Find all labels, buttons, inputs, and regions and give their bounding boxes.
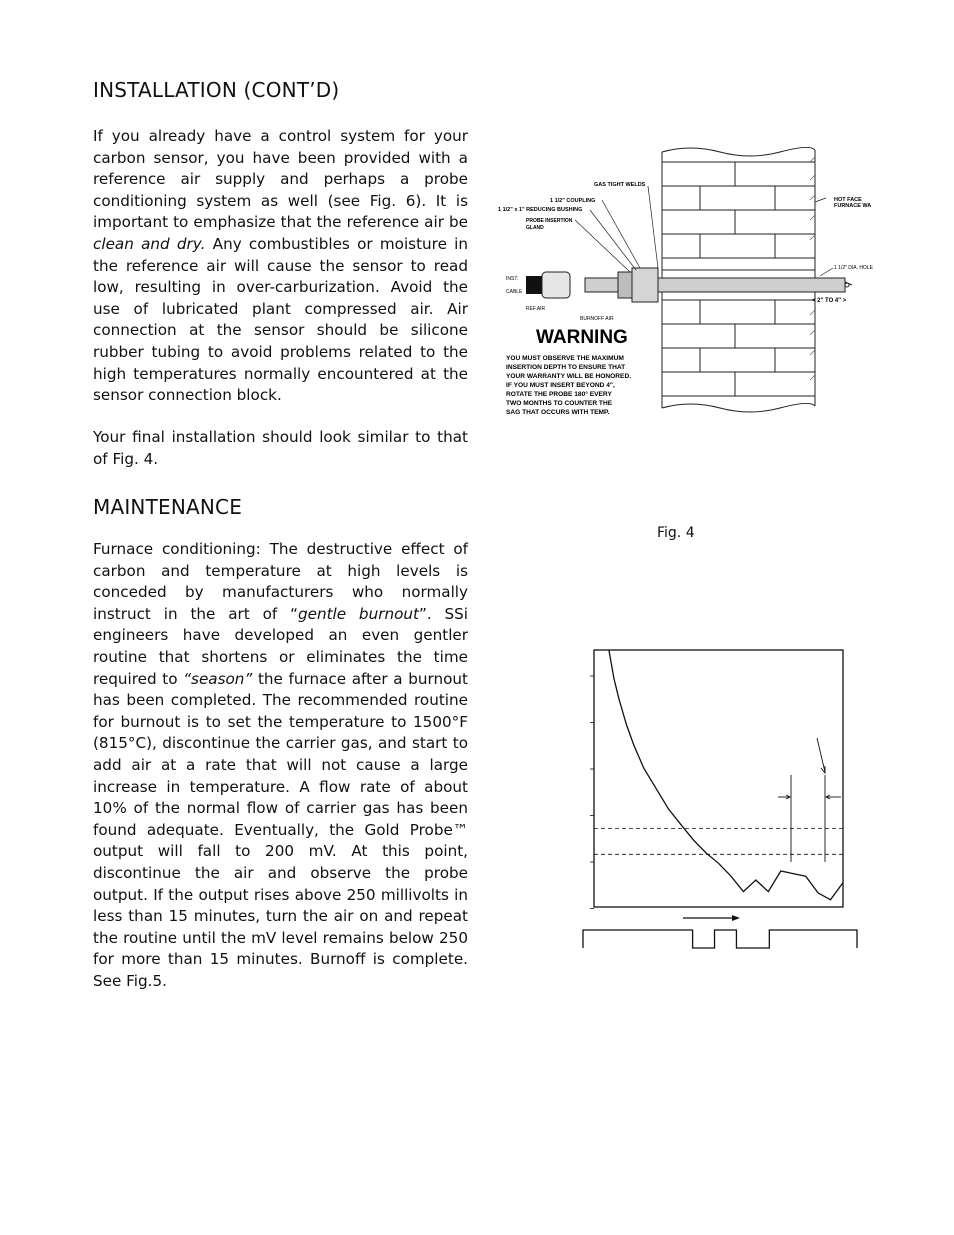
svg-text:INSERTION DEPTH TO ENSURE THAT: INSERTION DEPTH TO ENSURE THAT <box>506 364 626 371</box>
emphasis-season: “season” <box>183 669 253 688</box>
installation-diagram <box>490 140 890 420</box>
svg-text:TWO MONTHS TO COUNTER THE: TWO MONTHS TO COUNTER THE <box>506 400 613 407</box>
hot-face-hatch <box>810 157 815 380</box>
svg-text:YOU MUST OBSERVE THE MAXIMUM: YOU MUST OBSERVE THE MAXIMUM <box>506 355 624 362</box>
probe-output-line <box>609 650 843 900</box>
emphasis-gentle-burnout: gentle burnout <box>297 604 419 623</box>
section-heading-installation: INSTALLATION (CONT’D) <box>93 78 340 102</box>
label-hot-face-1: HOT FACE <box>834 197 862 203</box>
label-inst: INST. <box>506 276 519 282</box>
warning-text <box>506 355 631 416</box>
label-dia-hole: 1 1/2" DIA. HOLE <box>834 265 874 271</box>
maintenance-paragraph: Furnace conditioning: The destructive effect of carbon and temperature at high levels is conceded by manufacturers who normally instruct in the art of “gentle burnout”. SSi engineers have developed an even gentler routine that shortens or eliminates the time required to “season” the furnace after a burnout has been completed. The recommended routine for burnout is to set the temperature to 1500°F (815°C), discontinue the carrier gas, and start to add air at a rate that will not cause a large increase in temperature. A flow rate of about 10% of the normal flow of carrier gas has been found adequate. Eventually, the Gold Probe™ output will fall to 200 mV. At this point, discontinue the air and observe the probe output. If the output rises above 250 millivolts in less than 15 minutes, turn the air on and repeat the routine until the mV level remains below 250 for more than 15 minutes. Burnoff is complete. See Fig.5. <box>93 540 469 990</box>
svg-text:ROTATE THE PROBE 180° EVERY: ROTATE THE PROBE 180° EVERY <box>506 391 612 398</box>
label-cable: CABLE <box>506 289 523 295</box>
label-insertion-gland-1: PROBE INSERTION <box>526 218 573 224</box>
plot-frame <box>594 650 843 907</box>
air-on-off-signal <box>583 930 857 948</box>
svg-text:SAG THAT OCCURS WITH TEMP.: SAG THAT OCCURS WITH TEMP. <box>506 409 610 416</box>
label-insertion-gland-2: GLAND <box>526 225 544 231</box>
probe-sheath <box>526 268 852 302</box>
label-hot-face-2: FURNACE WA <box>834 203 872 209</box>
label-ref-air: REF.AIR <box>526 306 546 312</box>
label-reducing-bushing: 1 1/2" x 1" REDUCING BUSHING <box>498 207 583 213</box>
label-coupling: 1 1/2" COUPLING <box>550 198 596 204</box>
installation-paragraph-2: Your final installation should look similar to that of Fig. 4. <box>93 428 468 468</box>
label-burnoff-air: BURNOFF AIR <box>580 316 614 322</box>
emphasis-clean-and-dry: clean and dry. <box>93 234 206 253</box>
burnout-chart <box>575 640 865 960</box>
figure-4-caption: Fig. 4 <box>657 525 695 541</box>
svg-text:YOUR WARRANTY WILL BE HONORED.: YOUR WARRANTY WILL BE HONORED. <box>506 373 632 380</box>
label-depth: < 2" TO 4" > <box>812 298 847 304</box>
warning-title: WARNING <box>536 327 628 348</box>
reference-lines <box>594 829 843 855</box>
interval-markers <box>778 738 841 862</box>
furnace-conditioning-label: Furnace conditioning: <box>93 540 261 558</box>
installation-paragraph-1: If you already have a control system for your carbon sensor, you have been provided with a reference air supply and perhaps a probe conditioning system as well (see Fig. 6). It is important to emphasize that the reference air be clean and dry. Any combustibles or moisture in the reference air will cause the sensor to read low, resulting in over-carburization. Avoid the use of lubricated plant compressed air. Air connection at the sensor should be silicone rubber tubing to avoid problems related to the high temperatures normally encountered at the sensor connection block. <box>93 127 468 405</box>
time-arrow <box>683 915 740 921</box>
label-gas-tight-welds: GAS TIGHT WELDS <box>594 182 646 188</box>
leader-lines <box>575 186 833 276</box>
svg-text:IF YOU MUST INSERT BEYOND 4",: IF YOU MUST INSERT BEYOND 4", <box>506 382 615 389</box>
section-heading-maintenance: MAINTENANCE <box>93 495 243 519</box>
product-name: Gold Probe™ <box>364 820 469 839</box>
